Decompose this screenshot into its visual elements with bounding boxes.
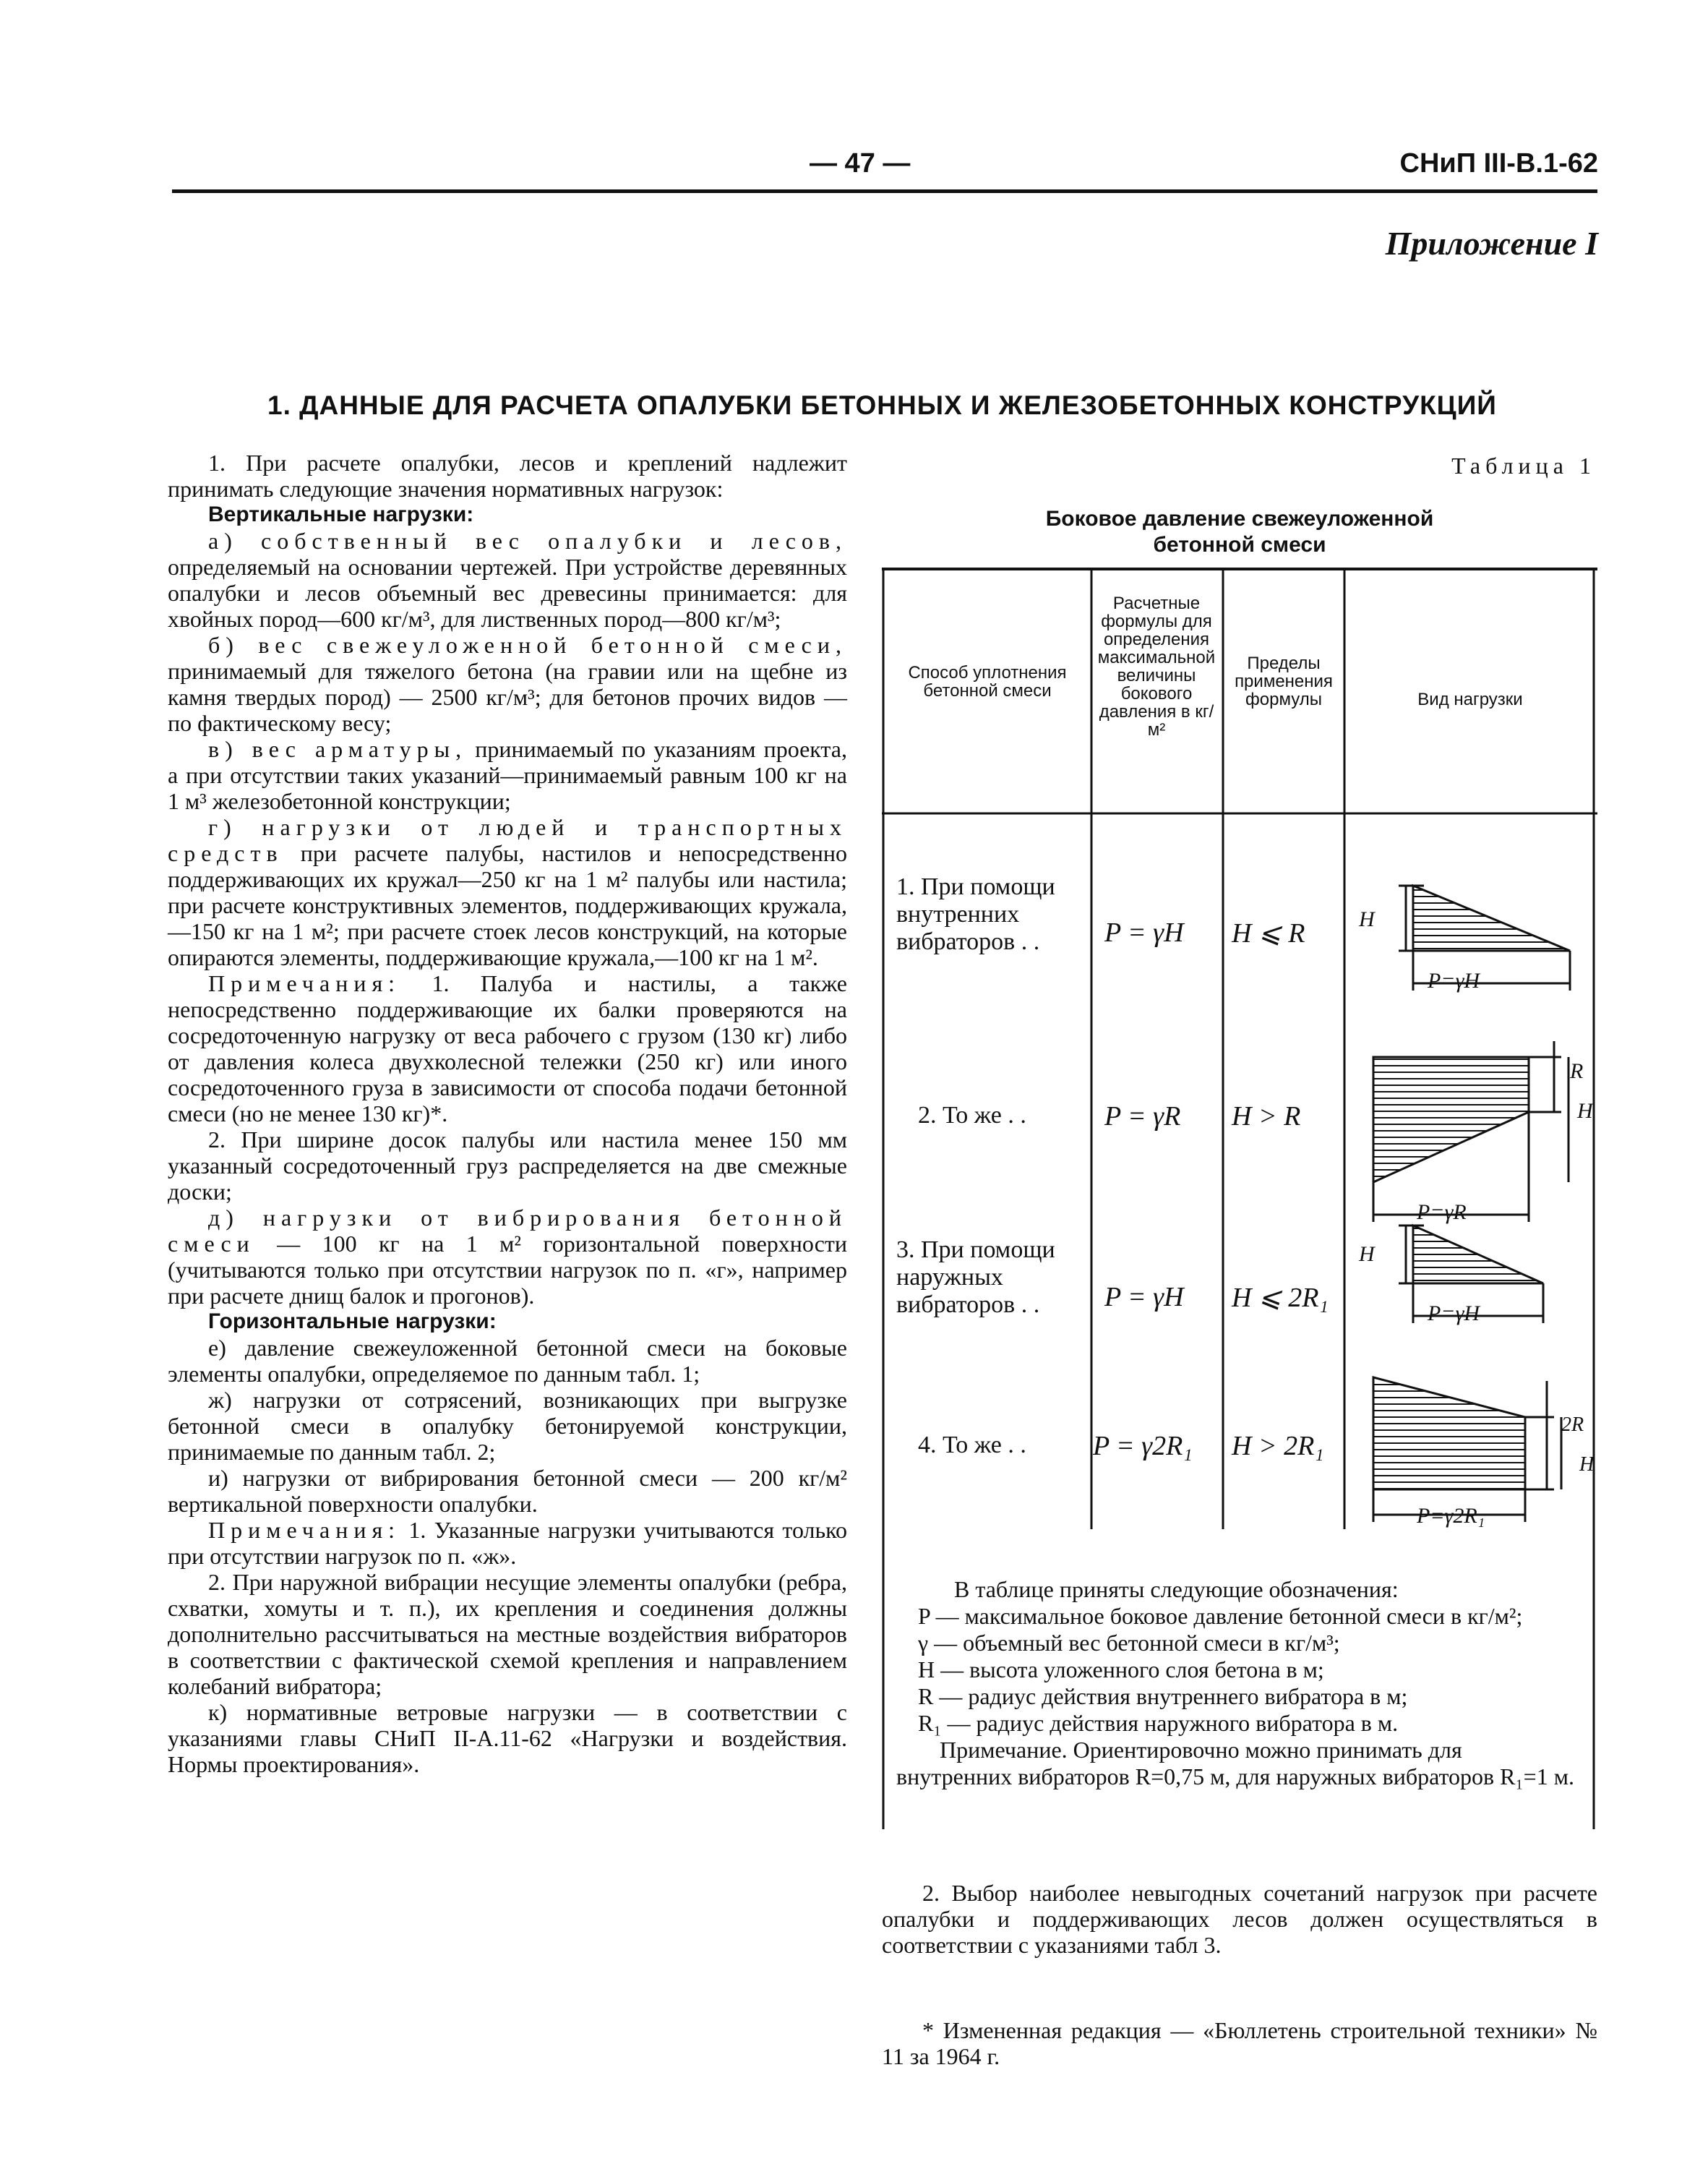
item-a-body: определяемый на основании чертежей. При устройстве деревянных опалубки и лесов объемный вес древесины принимается: для хвойных пород—600 кг/м³, для лиственных пород—800 кг/м³; <box>168 554 847 632</box>
item-b-body: принимаемый для тяжелого бетона (на гравии или на щебне из камня твердых пород) — 2500 кг/м³; для бетонов прочих видов — по фактическому весу; <box>168 658 847 736</box>
section-title: 1. ДАННЫЕ ДЛЯ РАСЧЕТА ОПАЛУБКИ БЕТОННЫХ И ЖЕЛЕЗОБЕТОННЫХ КОНСТРУКЦИЙ <box>267 390 1497 420</box>
item-v <box>168 736 847 814</box>
note-2-item-2: 2. При наружной вибрации несущие элементы опалубки (ребра, схватки, хомуты и т. п.), их крепления и соединения должны дополнительно рассчитываться на местные воздействия вибраторов в соответствии с фактической схемой крепления и направлением колебаний вибратора; <box>168 1569 847 1699</box>
note-2-body: 1. Указанные нагрузки учитываются только при отсутствии нагрузок по п. «ж». <box>168 1517 848 1569</box>
table-caption-line-1: Боковое давление свежеуложенной <box>1045 507 1434 531</box>
item-d-head: д) нагрузки от вибрирования бетонной смеси <box>168 1205 847 1257</box>
col-header-load-type: Вид нагрузки <box>1417 690 1523 709</box>
item-e: е) давление свежеуложенной бетонной смеси на боковые элементы опалубки, определяемое по данным табл. 1; <box>168 1335 847 1387</box>
note-2-head: Примечания: <box>208 1517 401 1543</box>
note-1-item-2: 2. При ширине досок палубы или настила менее 150 мм указанный сосредоточенный груз распределяется на две смежные доски; <box>168 1126 847 1205</box>
row-3-formula: P = γH <box>1104 1282 1184 1312</box>
row-1-method: 1. При помощи внутренних вибраторов . . <box>896 873 1055 955</box>
row-4-formula: P = γ2R₁ <box>1093 1431 1193 1461</box>
legend-item-gamma: γ — объемный вес бетонной смеси в кг/м³; <box>918 1630 1340 1656</box>
item-g-body: при расчете палубы, настилов и непосредственно поддерживающих их кружал—250 кг на 1 м² палубы или настила; при расчете конструктивных элементов, поддерживающих кружала,—150 кг на 1 м²; при расчете стоек лесов конструкций, на которые опираются элементы, поддерживающие кружала,—100 кг на 1 м². <box>168 840 848 970</box>
note-1-body: 1. Палуба и настилы, а также непосредственно поддерживающие их балки проверяются на сосредоточенную нагрузку от веса рабочего с грузом (130 кг) либо от давления колеса двухколесной тележки (250 кг) или иного сосредоточенного груза в зависимости от способа подачи бетонной смеси (но не менее 130 кг)*. <box>168 970 848 1126</box>
row-1-formula: P = γH <box>1104 918 1184 948</box>
legend-item-r: R — радиус действия внутреннего вибратора в м; <box>918 1683 1408 1709</box>
diagram-4-h-label: H <box>1579 1453 1595 1476</box>
paragraph-1: 1. При расчете опалубки, лесов и креплений надлежит принимать следующие значения нормативных нагрузок: <box>168 450 847 502</box>
row-3-method: 3. При помощи наружных вибраторов . . <box>896 1236 1055 1318</box>
legend-item-h: H — высота уложенного слоя бетона в м; <box>918 1656 1324 1682</box>
col-header-method: Способ уплотнения бетонной смеси <box>908 663 1067 701</box>
diagram-3-h-label: H <box>1359 1242 1375 1266</box>
item-zh: ж) нагрузки от сотрясений, возникающих при выгрузке бетонной смеси в опалубку бетонируемой конструкции, принимаемые по данным табл. 2; <box>168 1387 847 1465</box>
table-legend <box>896 1576 1583 1790</box>
diagram-4-2r-label: 2R <box>1561 1413 1584 1436</box>
heading-vertical-loads: Вертикальные нагрузки: <box>208 502 474 526</box>
diagram-2-h-label: H <box>1577 1099 1593 1123</box>
footnote <box>882 2017 1597 2069</box>
diagram-2-r-label: R <box>1570 1059 1584 1083</box>
diagram-4 <box>1373 1377 1561 1522</box>
col-header-formula: Расчетные формулы для определения максимальной величины бокового давления в кг/м² <box>1097 594 1216 740</box>
page-number: — 47 — <box>810 148 911 179</box>
item-g <box>168 814 847 970</box>
heading-horizontal-loads: Горизонтальные нагрузки: <box>208 1309 497 1333</box>
paragraph-2: 2. Выбор наиболее невыгодных сочетаний нагрузок при расчете опалубки и поддерживающих лесов должен осуществляться в соответствии с указаниями табл 3. <box>882 1880 1597 1958</box>
header-rule <box>172 189 1597 193</box>
diagram-2 <box>1373 1041 1568 1222</box>
table-label: Таблица 1 <box>1451 453 1596 479</box>
diagram-4-p-label: P=γ2R₁ <box>1417 1504 1485 1528</box>
row-4-method: 4. То же . . <box>918 1432 1026 1458</box>
item-k: к) нормативные ветровые нагрузки — в соответствии с указаниями главы СНиП II-А.11-62 «Нагрузки и воздействия. Нормы проектирования». <box>168 1699 847 1777</box>
item-b <box>168 632 847 736</box>
row-3-limit: H ⩽ 2R₁ <box>1232 1283 1329 1313</box>
item-b-head: б) вес свежеуложенной бетонной смеси, <box>208 632 847 658</box>
row-2-limit: H > R <box>1232 1101 1301 1132</box>
right-column <box>882 1880 1597 1958</box>
item-a <box>168 528 847 632</box>
row-2-method: 2. То же . . <box>918 1102 1026 1129</box>
item-d <box>168 1205 847 1309</box>
row-4-limit: H > 2R₁ <box>1232 1431 1324 1461</box>
diagram-1-p-label: P=γH <box>1428 969 1480 993</box>
note-2 <box>168 1517 847 1569</box>
row-2-formula: P = γR <box>1104 1101 1181 1132</box>
legend-item-p: P — максимальное боковое давление бетонной смеси в кг/м²; <box>918 1603 1523 1629</box>
footnote-text: * Измененная редакция — «Бюллетень строительной техники» № 11 за 1964 г. <box>882 2017 1597 2069</box>
diagram-1 <box>1399 886 1570 991</box>
legend-item-r1: R₁ — радиус действия наружного вибратора в м. <box>918 1710 1399 1736</box>
legend-intro: В таблице приняты следующие обозначения: <box>954 1576 1399 1602</box>
row-1-limit: H ⩽ R <box>1232 918 1305 949</box>
note-1-head: Примечания: <box>208 970 401 996</box>
item-v-head: в) вес арматуры, <box>208 736 468 762</box>
table-note: Примечание. Ориентировочно можно принимать для внутренних вибраторов R=0,75 м, для наружных вибраторов R₁=1 м. <box>896 1737 1574 1789</box>
item-i: и) нагрузки от вибрирования бетонной смеси — 200 кг/м² вертикальной поверхности опалубки. <box>168 1465 847 1517</box>
item-v-body: принимаемый по указаниям проекта, а при отсутствии таких указаний—принимаемый равным 100 кг на 1 м³ железобетонной конструкции; <box>168 736 848 814</box>
appendix-label: Приложение I <box>1385 225 1598 262</box>
diagram-3-p-label: P=γH <box>1428 1301 1480 1325</box>
diagram-2-p-label: P=γR <box>1417 1200 1467 1224</box>
note-1 <box>168 970 847 1126</box>
diagram-1-h-label: H <box>1359 907 1375 931</box>
document-code: СНиП III-В.1-62 <box>1399 148 1598 179</box>
item-g-head: г) нагрузки от людей и транспортных средств <box>168 814 847 866</box>
item-a-head: а) собственный вес опалубки и лесов, <box>208 528 847 554</box>
item-d-body: — 100 кг на 1 м² горизонтальной поверхности (учитываются только при отсутствии нагрузок по п. «г», например при расчете днищ балок и прогонов). <box>168 1231 848 1309</box>
col-header-limits: Пределы применения формулы <box>1235 654 1333 709</box>
table-caption-line-2: бетонной смеси <box>1153 533 1326 557</box>
table-caption <box>882 506 1597 558</box>
left-column <box>168 450 847 1777</box>
